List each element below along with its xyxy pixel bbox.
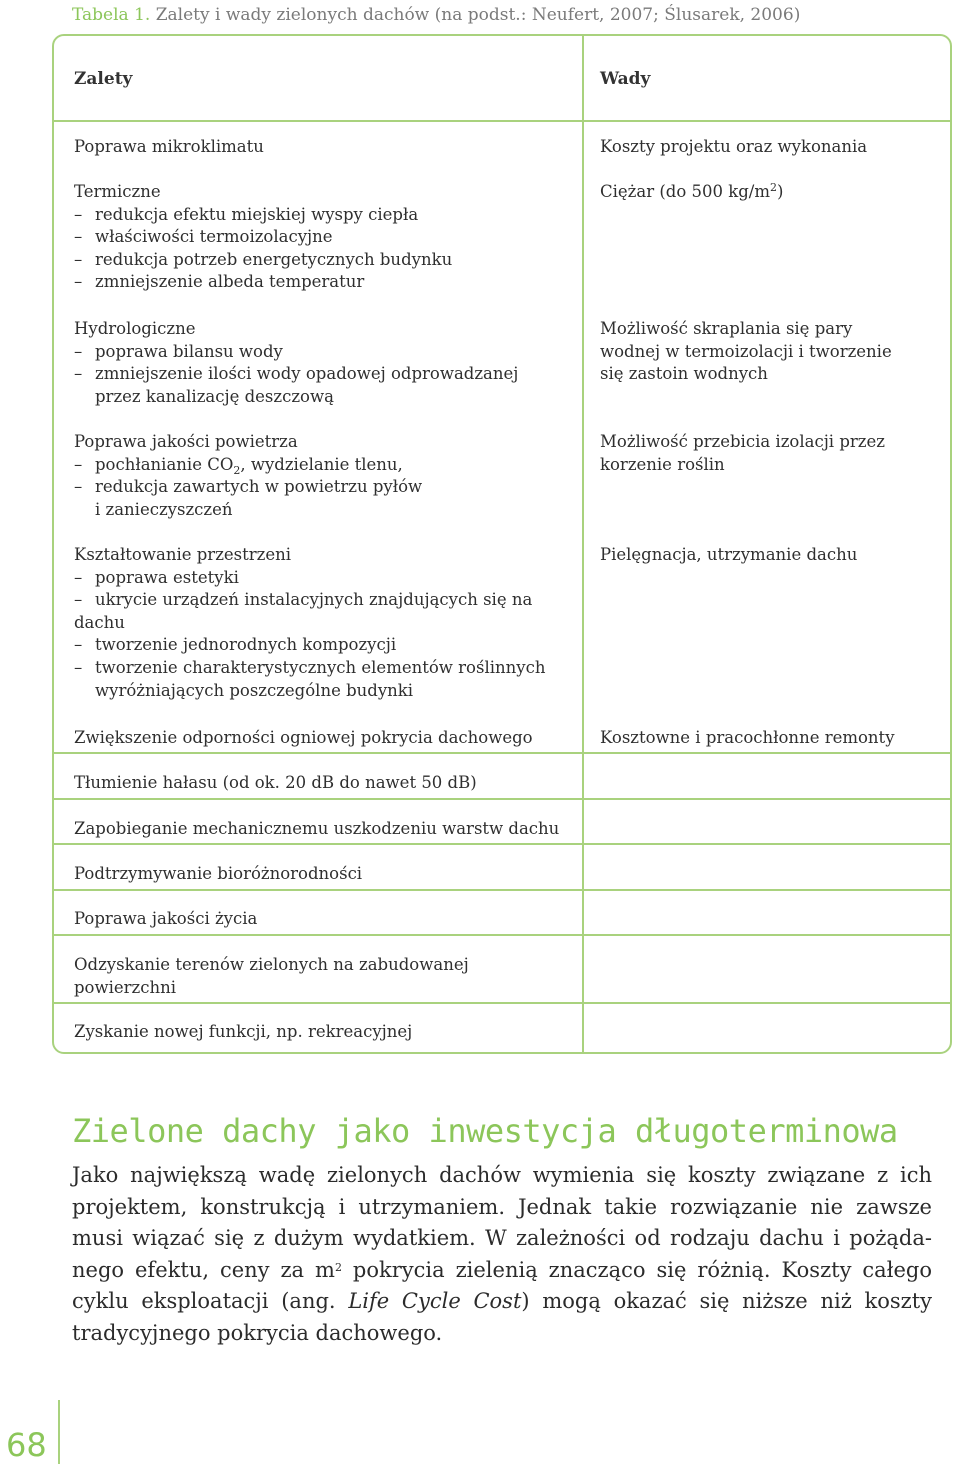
row-divider (54, 1002, 950, 1004)
paragraph-line: cyklu eksploatacji (ang. Life Cycle Cost) mogą okazać się niższe niż koszty (72, 1289, 932, 1313)
pros-cell-fire: Zwiększenie odporności ogniowej pokrycia dachowego (74, 728, 533, 747)
page-number: 68 (6, 1426, 47, 1464)
cons-cell-roots: Możliwość przebicia izolacji przez korzenie roślin (600, 432, 885, 474)
row-divider (54, 798, 950, 800)
pros-cell-microclimate: Poprawa mikroklimatu (74, 137, 264, 156)
pros-cell-hydrological: Hydrologiczne – poprawa bilansu wody – zmniejszenie ilości wody opadowej odprowadzanej przez kanalizację deszczową (74, 318, 518, 408)
page-number-box (0, 1400, 56, 1464)
row-divider (54, 843, 950, 845)
pros-cell-green-areas: Odzyskanie terenów zielonych na zabudowanej powierzchni (74, 955, 469, 997)
cons-cell-cost: Koszty projektu oraz wykonania (600, 137, 868, 156)
section-paragraph (72, 1160, 932, 1349)
table-caption (72, 5, 800, 25)
cons-cell-maintenance: Pielęgnacja, utrzymanie dachu (600, 545, 858, 564)
paragraph-line: nego efektu, ceny za $m^2$ pokrycia zielenią znacząco się różnią. Koszty całego (72, 1257, 933, 1282)
column-divider (582, 36, 584, 754)
paragraph-line: projektem, konstrukcją i utrzymaniem. Jednak takie rozwiązanie nie zawsze (72, 1194, 932, 1219)
pros-cell-space: Kształtowanie przestrzeni – poprawa estetyki – ukrycie urządzeń instalacyjnych znajdujących się na dachu – tworzenie jednorodnych kompozycji – tworzenie charakterystycznych elementów roślinnych wyróżniających poszczególne budynki (74, 544, 545, 702)
pros-cell-noise: Tłumienie hałasu (od ok. 20 dB do nawet 50 dB) (74, 773, 477, 792)
page-edge-rule (58, 1400, 60, 1464)
pros-cell-thermal: Termiczne – redukcja efektu miejskiej wyspy ciepła – właściwości termoizolacyjne – redukcja potrzeb energetycznych budynku – zmniejszenie albeda temperatur (74, 181, 452, 294)
header-divider (54, 120, 950, 122)
cons-cell-weight: Ciężar (do 500 $kg/m^2$) (600, 181, 784, 201)
paragraph-line: Jako największą wadę zielonych dachów wymienia się koszty związane z ich (72, 1163, 932, 1187)
pros-cell-mechanical: Zapobieganie mechanicznemu uszkodzeniu warstw dachu (74, 819, 560, 838)
paragraph-line: musi wiązać się z dużym wydatkiem. W zależności od rodzaju dachu i pożąda- (72, 1226, 932, 1250)
cons-cell-repairs: Kosztowne i pracochłonne remonty (600, 728, 895, 747)
table-caption-label: Tabela 1. (72, 5, 151, 25)
cons-cell-condensation: Możliwość skraplania się pary wodnej w termoizolacji i tworzenie się zastoin wodnych (600, 319, 892, 384)
header-cons: Wady (600, 69, 651, 89)
table-caption-text: Zalety i wady zielonych dachów (na podst.: Neufert, 2007; Ślusarek, 2006) (155, 5, 801, 25)
pros-cell-quality-of-life: Poprawa jakości życia (74, 909, 258, 928)
header-pros: Zalety (74, 69, 133, 89)
row-divider (54, 889, 950, 891)
pros-cell-biodiversity: Podtrzymywanie bioróżnorodności (74, 864, 363, 883)
pros-cell-air-quality: Poprawa jakości powietrza – pochłanianie $CO_2$, wydzielanie tlenu, – redukcja zawartych w powietrzu pyłów i zanieczyszczeń (74, 431, 422, 521)
row-divider (54, 752, 950, 754)
paragraph-line: tradycyjnego pokrycia dachowego. (72, 1320, 443, 1345)
pros-cell-new-function: Zyskanie nowej funkcji, np. rekreacyjnej (74, 1022, 413, 1041)
row-divider (54, 934, 950, 936)
pros-cons-table (52, 34, 952, 1054)
section-heading: Zielone dachy jako inwestycja długoterminowa (72, 1112, 898, 1150)
column-divider-lower (582, 752, 584, 1054)
